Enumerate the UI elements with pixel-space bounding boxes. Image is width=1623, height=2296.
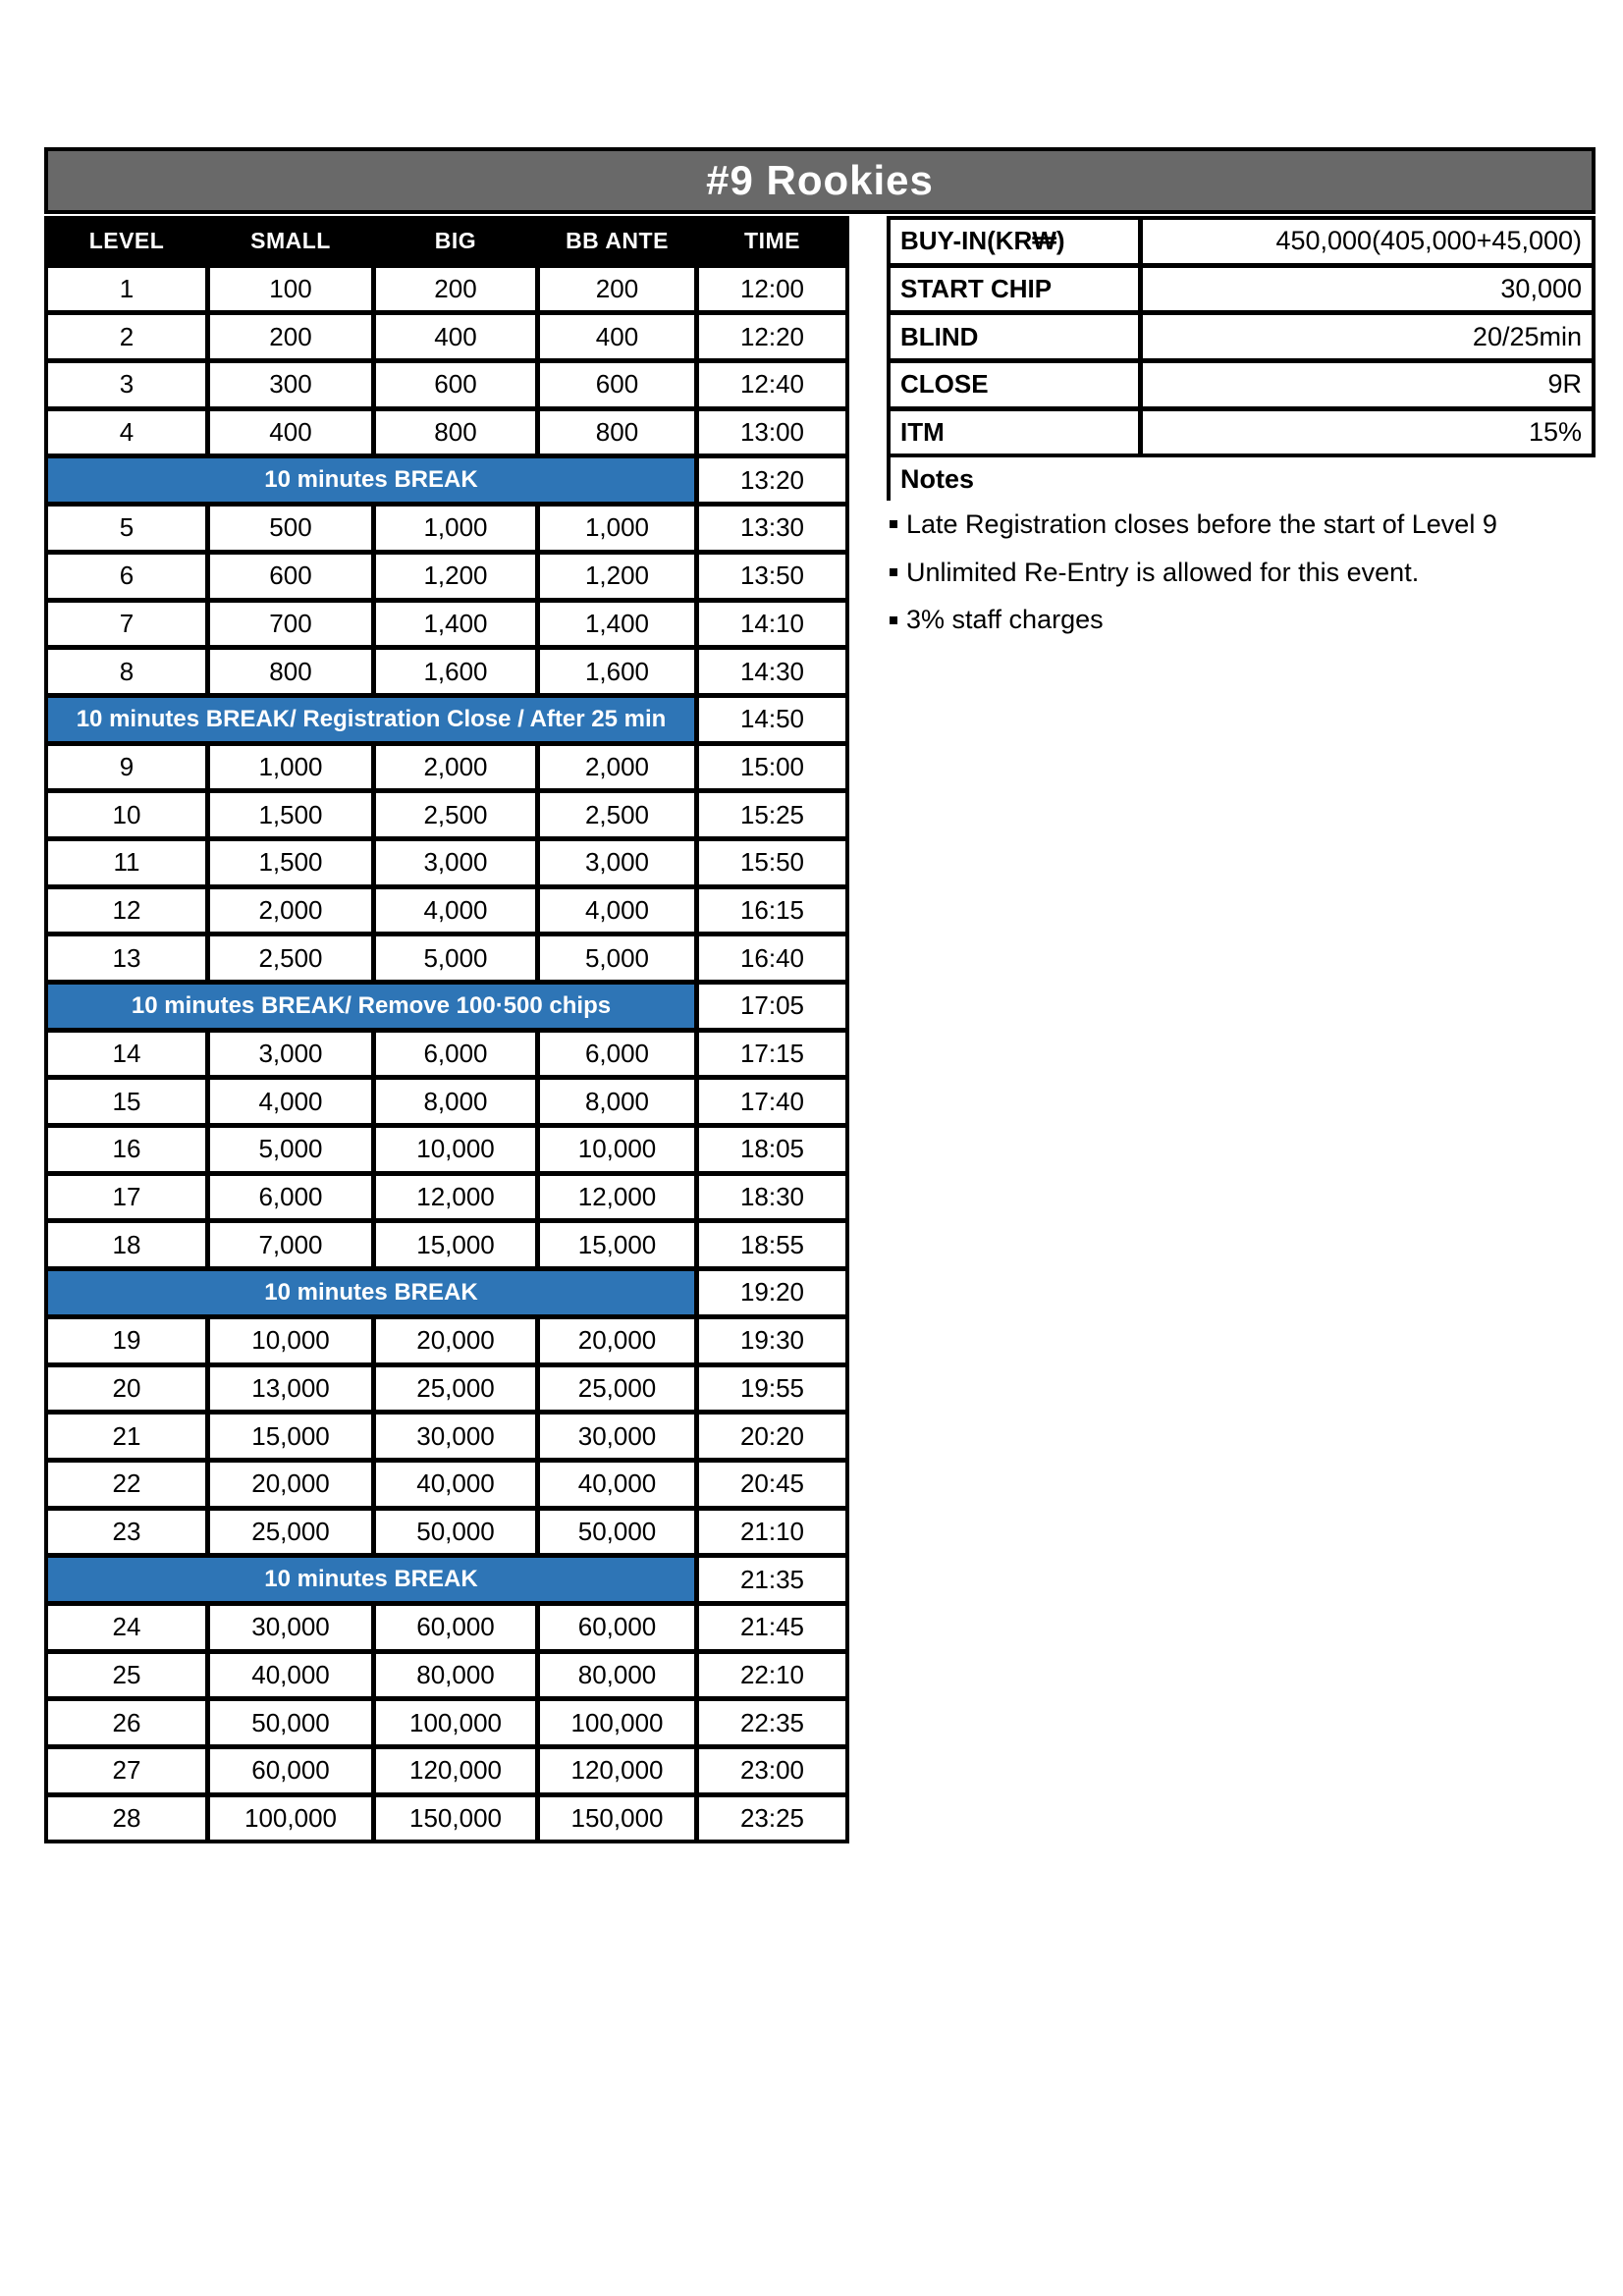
big-cell: 2,000 [376, 746, 535, 789]
small-cell: 2,500 [210, 936, 371, 980]
big-cell: 8,000 [376, 1080, 535, 1123]
notes-list [887, 501, 1596, 644]
note-line [887, 501, 1596, 549]
small-cell: 15,000 [210, 1415, 371, 1458]
level-cell: 2 [48, 315, 205, 358]
big-cell: 30,000 [376, 1415, 535, 1458]
level-cell: 23 [48, 1511, 205, 1554]
level-cell: 25 [48, 1654, 205, 1697]
big-cell: 12,000 [376, 1176, 535, 1219]
big-cell: 3,000 [376, 841, 535, 884]
level-cell: 4 [48, 411, 205, 454]
page-title [44, 147, 1596, 214]
bullet-icon [890, 568, 897, 576]
note-text: 3% staff charges [906, 605, 1104, 635]
time-cell: 23:25 [699, 1797, 845, 1841]
big-cell: 400 [376, 315, 535, 358]
bb-ante-cell: 1,600 [540, 650, 694, 693]
big-cell: 600 [376, 363, 535, 406]
info-table [887, 216, 1596, 457]
small-cell: 2,000 [210, 889, 371, 933]
break-row-label: 10 minutes BREAK [48, 458, 694, 502]
header-cell-time: TIME [699, 220, 845, 263]
level-cell: 19 [48, 1319, 205, 1362]
info-value: 15% [1143, 411, 1592, 454]
bb-ante-cell: 15,000 [540, 1223, 694, 1266]
small-cell: 1,500 [210, 841, 371, 884]
big-cell: 1,000 [376, 507, 535, 550]
bb-ante-cell: 5,000 [540, 936, 694, 980]
bb-ante-cell: 400 [540, 315, 694, 358]
small-cell: 40,000 [210, 1654, 371, 1697]
level-cell: 11 [48, 841, 205, 884]
level-cell: 12 [48, 889, 205, 933]
bb-ante-cell: 800 [540, 411, 694, 454]
time-cell: 12:20 [699, 315, 845, 358]
info-label: CLOSE [891, 363, 1138, 406]
big-cell: 15,000 [376, 1223, 535, 1266]
small-cell: 300 [210, 363, 371, 406]
bullet-icon [890, 616, 897, 624]
time-cell: 22:10 [699, 1654, 845, 1697]
bb-ante-cell: 8,000 [540, 1080, 694, 1123]
bb-ante-cell: 4,000 [540, 889, 694, 933]
note-line [887, 549, 1596, 597]
bb-ante-cell: 40,000 [540, 1463, 694, 1506]
bb-ante-cell: 25,000 [540, 1367, 694, 1411]
bb-ante-cell: 1,000 [540, 507, 694, 550]
big-cell: 1,400 [376, 603, 535, 646]
small-cell: 25,000 [210, 1511, 371, 1554]
bb-ante-cell: 12,000 [540, 1176, 694, 1219]
big-cell: 100,000 [376, 1701, 535, 1744]
small-cell: 3,000 [210, 1033, 371, 1076]
bb-ante-cell: 1,200 [540, 555, 694, 598]
big-cell: 1,200 [376, 555, 535, 598]
info-label: ITM [891, 411, 1138, 454]
big-cell: 50,000 [376, 1511, 535, 1554]
small-cell: 500 [210, 507, 371, 550]
info-value: 9R [1143, 363, 1592, 406]
small-cell: 7,000 [210, 1223, 371, 1266]
break-row-label: 10 minutes BREAK/ Registration Close / After 25 min [48, 698, 694, 741]
small-cell: 4,000 [210, 1080, 371, 1123]
info-label: BLIND [891, 315, 1138, 358]
big-cell: 40,000 [376, 1463, 535, 1506]
time-cell: 18:05 [699, 1128, 845, 1171]
small-cell: 30,000 [210, 1606, 371, 1649]
big-cell: 5,000 [376, 936, 535, 980]
bb-ante-cell: 2,500 [540, 793, 694, 836]
time-cell: 15:25 [699, 793, 845, 836]
time-cell: 18:55 [699, 1223, 845, 1266]
level-cell: 7 [48, 603, 205, 646]
break-row-label: 10 minutes BREAK/ Remove 100·500 chips [48, 985, 694, 1028]
small-cell: 60,000 [210, 1749, 371, 1792]
note-text: Late Registration closes before the start of Level 9 [906, 508, 1497, 539]
bb-ante-cell: 200 [540, 268, 694, 311]
level-cell: 8 [48, 650, 205, 693]
bb-ante-cell: 2,000 [540, 746, 694, 789]
level-cell: 6 [48, 555, 205, 598]
level-cell: 17 [48, 1176, 205, 1219]
bb-ante-cell: 120,000 [540, 1749, 694, 1792]
level-cell: 14 [48, 1033, 205, 1076]
bb-ante-cell: 6,000 [540, 1033, 694, 1076]
time-cell: 12:00 [699, 268, 845, 311]
time-cell: 14:10 [699, 603, 845, 646]
big-cell: 150,000 [376, 1797, 535, 1841]
time-cell: 19:20 [699, 1271, 845, 1314]
small-cell: 50,000 [210, 1701, 371, 1744]
info-label: START CHIP [891, 268, 1138, 311]
big-cell: 20,000 [376, 1319, 535, 1362]
bb-ante-cell: 150,000 [540, 1797, 694, 1841]
big-cell: 25,000 [376, 1367, 535, 1411]
level-cell: 5 [48, 507, 205, 550]
small-cell: 700 [210, 603, 371, 646]
time-cell: 19:55 [699, 1367, 845, 1411]
time-cell: 15:00 [699, 746, 845, 789]
big-cell: 6,000 [376, 1033, 535, 1076]
time-cell: 23:00 [699, 1749, 845, 1792]
small-cell: 1,000 [210, 746, 371, 789]
big-cell: 200 [376, 268, 535, 311]
bb-ante-cell: 3,000 [540, 841, 694, 884]
level-cell: 21 [48, 1415, 205, 1458]
big-cell: 1,600 [376, 650, 535, 693]
bb-ante-cell: 100,000 [540, 1701, 694, 1744]
big-cell: 4,000 [376, 889, 535, 933]
info-value: 20/25min [1143, 315, 1592, 358]
header-cell-bb-ante: BB ANTE [540, 220, 694, 263]
page-title-text: #9 Rookies [706, 157, 934, 203]
small-cell: 20,000 [210, 1463, 371, 1506]
time-cell: 13:00 [699, 411, 845, 454]
small-cell: 1,500 [210, 793, 371, 836]
time-cell: 13:50 [699, 555, 845, 598]
bb-ante-cell: 20,000 [540, 1319, 694, 1362]
bb-ante-cell: 60,000 [540, 1606, 694, 1649]
time-cell: 14:30 [699, 650, 845, 693]
header-cell-big: BIG [376, 220, 535, 263]
time-cell: 18:30 [699, 1176, 845, 1219]
level-cell: 20 [48, 1367, 205, 1411]
big-cell: 800 [376, 411, 535, 454]
time-cell: 13:20 [699, 458, 845, 502]
big-cell: 120,000 [376, 1749, 535, 1792]
small-cell: 800 [210, 650, 371, 693]
small-cell: 13,000 [210, 1367, 371, 1411]
notes-heading: Notes [887, 457, 1596, 501]
level-cell: 10 [48, 793, 205, 836]
bb-ante-cell: 80,000 [540, 1654, 694, 1697]
small-cell: 200 [210, 315, 371, 358]
bb-ante-cell: 50,000 [540, 1511, 694, 1554]
time-cell: 17:05 [699, 985, 845, 1028]
small-cell: 600 [210, 555, 371, 598]
time-cell: 14:50 [699, 698, 845, 741]
bb-ante-cell: 600 [540, 363, 694, 406]
time-cell: 19:30 [699, 1319, 845, 1362]
time-cell: 17:40 [699, 1080, 845, 1123]
big-cell: 60,000 [376, 1606, 535, 1649]
time-cell: 16:40 [699, 936, 845, 980]
level-cell: 24 [48, 1606, 205, 1649]
time-cell: 22:35 [699, 1701, 845, 1744]
level-cell: 15 [48, 1080, 205, 1123]
big-cell: 10,000 [376, 1128, 535, 1171]
level-cell: 18 [48, 1223, 205, 1266]
blind-structure-table [44, 216, 849, 1843]
level-cell: 3 [48, 363, 205, 406]
small-cell: 400 [210, 411, 371, 454]
small-cell: 100,000 [210, 1797, 371, 1841]
level-cell: 22 [48, 1463, 205, 1506]
time-cell: 21:45 [699, 1606, 845, 1649]
break-row-label: 10 minutes BREAK [48, 1271, 694, 1314]
time-cell: 21:10 [699, 1511, 845, 1554]
bb-ante-cell: 1,400 [540, 603, 694, 646]
time-cell: 20:45 [699, 1463, 845, 1506]
big-cell: 2,500 [376, 793, 535, 836]
time-cell: 16:15 [699, 889, 845, 933]
header-cell-small: SMALL [210, 220, 371, 263]
level-cell: 1 [48, 268, 205, 311]
notes-section [887, 457, 1596, 644]
level-cell: 26 [48, 1701, 205, 1744]
level-cell: 28 [48, 1797, 205, 1841]
level-cell: 27 [48, 1749, 205, 1792]
time-cell: 21:35 [699, 1558, 845, 1601]
time-cell: 15:50 [699, 841, 845, 884]
small-cell: 10,000 [210, 1319, 371, 1362]
big-cell: 80,000 [376, 1654, 535, 1697]
time-cell: 20:20 [699, 1415, 845, 1458]
time-cell: 12:40 [699, 363, 845, 406]
bb-ante-cell: 30,000 [540, 1415, 694, 1458]
time-cell: 13:30 [699, 507, 845, 550]
info-value: 30,000 [1143, 268, 1592, 311]
level-cell: 16 [48, 1128, 205, 1171]
info-label: BUY-IN(KR₩) [891, 220, 1138, 263]
bb-ante-cell: 10,000 [540, 1128, 694, 1171]
time-cell: 17:15 [699, 1033, 845, 1076]
level-cell: 13 [48, 936, 205, 980]
break-row-label: 10 minutes BREAK [48, 1558, 694, 1601]
header-cell-level: LEVEL [48, 220, 205, 263]
info-value: 450,000(405,000+45,000) [1143, 220, 1592, 263]
small-cell: 6,000 [210, 1176, 371, 1219]
bullet-icon [890, 520, 897, 528]
note-text: Unlimited Re-Entry is allowed for this event. [906, 557, 1420, 587]
level-cell: 9 [48, 746, 205, 789]
note-line [887, 596, 1596, 644]
small-cell: 100 [210, 268, 371, 311]
small-cell: 5,000 [210, 1128, 371, 1171]
